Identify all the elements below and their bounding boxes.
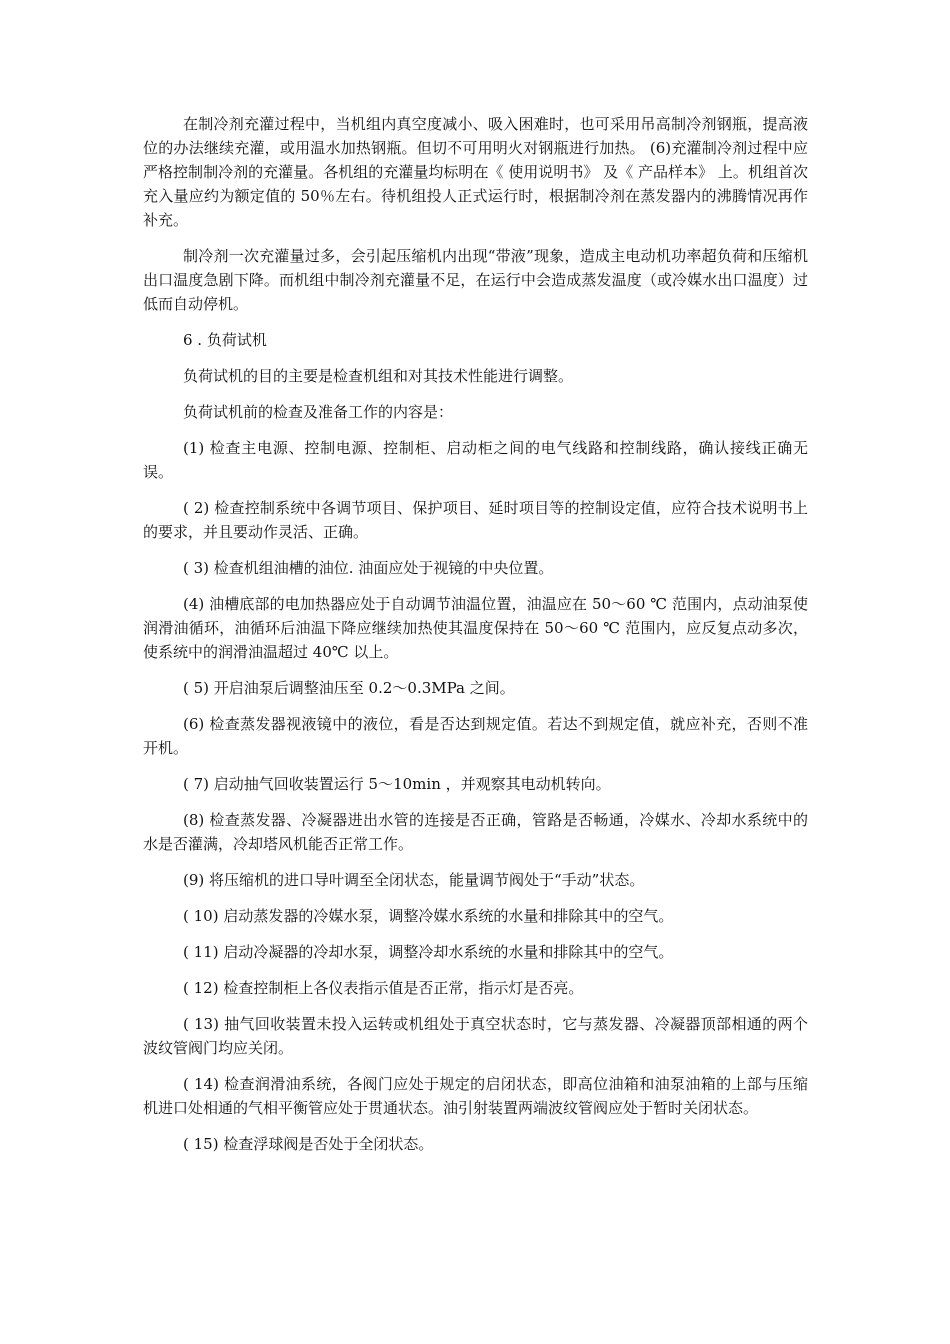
list-item-2: ( 2) 检查控制系统中各调节项目、保护项目、延时项目等的控制设定值，应符合技术说明书上的要求，并且要动作灵活、正确。 — [143, 499, 808, 541]
paragraph-load-test-purpose: 负荷试机的目的主要是检查机组和对其技术性能进行调整。 — [183, 367, 574, 385]
list-item-6: (6) 检查蒸发器视液镜中的液位，看是否达到规定值。若达不到规定值，就应补充，否则不准开机。 — [143, 715, 808, 757]
document-body — [143, 112, 808, 1168]
paragraph-pre-check-intro: 负荷试机前的检查及准备工作的内容是： — [183, 403, 454, 421]
paragraph-overcharge-effects: 制冷剂一次充灌量过多，会引起压缩机内出现“带液”现象，造成主电动机功率超负荷和压缩机出口温度急剧下降。而机组中制冷剂充灌量不足，在运行中会造成蒸发温度（或冷媒水出口温度）过低而自动停机。 — [143, 247, 808, 313]
list-item-12: ( 12) 检查控制柜上各仪表指示值是否正常，指示灯是否亮。 — [183, 979, 584, 997]
list-item-8: (8) 检查蒸发器、冷凝器进出水管的连接是否正确，管路是否畅通，冷媒水、冷却水系统中的水是否灌满，冷却塔风机能否正常工作。 — [143, 811, 808, 853]
list-item-7: ( 7) 启动抽气回收装置运行 5～10min ，并观察其电动机转向。 — [183, 775, 611, 793]
list-item-3: ( 3) 检查机组油槽的油位. 油面应处于视镜的中央位置。 — [183, 559, 554, 577]
list-item-5: ( 5) 开启油泵后调整油压至 0.2～0.3MPa 之间。 — [183, 679, 515, 697]
list-item-4: (4) 油槽底部的电加热器应处于自动调节油温位置，油温应在 50～60 ℃ 范围内，点动油泵使润滑油循环，油循环后油温下降应继续加热使其温度保持在 50～60 ℃ 范围内，应反复点动多次，使系统中的润滑油温超过 40℃ 以上。 — [143, 595, 808, 661]
list-item-1: (1) 检查主电源、控制电源、控制柜、启动柜之间的电气线路和控制线路，确认接线正确无误。 — [143, 439, 808, 481]
list-item-9: (9) 将压缩机的进口导叶调至全闭状态，能量调节阀处于“手动”状态。 — [183, 871, 645, 889]
list-item-13: ( 13) 抽气回收装置未投入运转或机组处于真空状态时，它与蒸发器、冷凝器顶部相通的两个波纹管阀门均应关闭。 — [143, 1015, 808, 1057]
list-item-15: ( 15) 检查浮球阀是否处于全闭状态。 — [183, 1135, 434, 1153]
list-item-10: ( 10) 启动蒸发器的冷媒水泵，调整冷媒水系统的水量和排除其中的空气。 — [183, 907, 674, 925]
section-heading-load-test: 6 . 负荷试机 — [183, 331, 267, 349]
list-item-11: ( 11) 启动冷凝器的冷却水泵，调整冷却水系统的水量和排除其中的空气。 — [183, 943, 674, 961]
list-item-14: ( 14) 检查润滑油系统，各阀门应处于规定的启闭状态，即高位油箱和油泵油箱的上部与压缩机进口处相通的气相平衡管应处于贯通状态。油引射装置两端波纹管阀应处于暂时关闭状态。 — [143, 1075, 808, 1117]
paragraph-refrigerant-charging: 在制冷剂充灌过程中，当机组内真空度减小、吸入困难时，也可采用吊高制冷剂钢瓶，提高液位的办法继续充灌，或用温水加热钢瓶。但切不可用明火对钢瓶进行加热。 (6)充灌制冷剂过程中应严格控制制冷剂的充灌量。各机组的充灌量均标明在《 使用说明书》 及《 产品样本》 上。机组首次充入量应约为额定值的 50％左右。待机组投人正式运行时，根据制冷剂在蒸发器内的沸腾情况再作补充。 — [143, 115, 808, 229]
